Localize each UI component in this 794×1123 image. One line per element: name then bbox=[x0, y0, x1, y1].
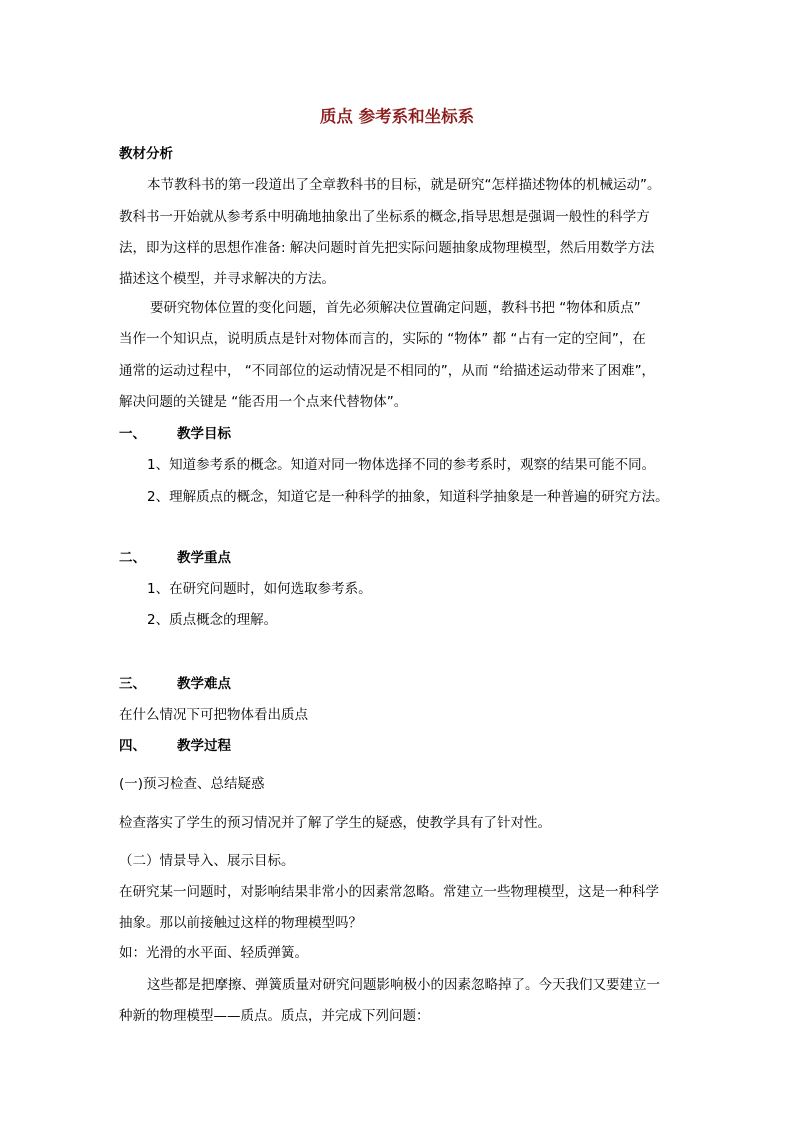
document-title: 质点 参考系和坐标系 bbox=[319, 107, 475, 126]
list-item: 2、理解质点的概念，知道它是一种科学的抽象，知道科学抽象是一种普遍的研究方法。 bbox=[147, 489, 669, 505]
subsection-heading: (一)预习检查、总结疑惑 bbox=[119, 776, 265, 792]
list-item: 1、在研究问题时，如何选取参考系。 bbox=[147, 581, 372, 597]
section-heading-process bbox=[119, 736, 231, 756]
list-item: 2、质点概念的理解。 bbox=[147, 612, 278, 628]
paragraph-line: 描述这个模型，并寻求解决的方法。 bbox=[119, 271, 335, 287]
section-heading-key-points bbox=[119, 548, 231, 568]
section-title: 教学重点 bbox=[177, 550, 231, 566]
paragraph-line: 教科书一开始就从参考系中明确地抽象出了坐标系的概念,指导思想是强调一般性的科学方 bbox=[119, 209, 650, 225]
paragraph-line: 在什么情况下可把物体看出质点 bbox=[119, 707, 308, 723]
section-number: 一、 bbox=[119, 426, 146, 442]
paragraph-line: 如：光滑的水平面、轻质弹簧。 bbox=[119, 945, 308, 961]
paragraph-line: 解决问题的关键是 “能否用一个点来代替物体”。 bbox=[119, 394, 408, 410]
section-title: 教学过程 bbox=[177, 738, 231, 754]
section-number: 四、 bbox=[119, 738, 146, 754]
section-number: 三、 bbox=[119, 676, 146, 692]
paragraph-line: 当作一个知识点，说明质点是针对物体而言的，实际的 “物体” 都 “占有一定的空间”，在 bbox=[119, 331, 646, 347]
paragraph-line: 这些都是把摩擦、弹簧质量对研究问题影响极小的因素忽略掉了。今天我们又要建立一 bbox=[147, 977, 660, 993]
section-heading-difficulties bbox=[119, 674, 231, 694]
paragraph-line: 本节教科书的第一段道出了全章教科书的目标，就是研究“怎样描述物体的机械运动”。 bbox=[147, 177, 661, 193]
subsection-heading: （二）情景导入、展示目标。 bbox=[119, 853, 295, 869]
paragraph-line: 要研究物体位置的变化问题，首先必须解决位置确定问题，教科书把 “物体和质点” bbox=[150, 300, 641, 316]
list-item: 1、知道参考系的概念。知道对同一物体选择不同的参考系时，观察的结果可能不同。 bbox=[147, 457, 656, 473]
paragraph-line: 抽象。那以前接触过这样的物理模型吗？ bbox=[119, 915, 362, 931]
section-number: 二、 bbox=[119, 550, 146, 566]
paragraph-line: 检查落实了学生的预习情况并了解了学生的疑惑，使教学具有了针对性。 bbox=[119, 815, 551, 831]
paragraph-line: 在研究某一问题时，对影响结果非常小的因素常忽略。常建立一些物理模型，这是一种科学 bbox=[119, 884, 659, 900]
section-heading-goals bbox=[119, 424, 231, 444]
paragraph-line: 种新的物理模型——质点。质点，并完成下列问题： bbox=[119, 1008, 430, 1024]
section-title: 教学难点 bbox=[177, 676, 231, 692]
section-title: 教学目标 bbox=[177, 426, 231, 442]
analysis-heading: 教材分析 bbox=[119, 146, 173, 162]
paragraph-line: 通常的运动过程中， “不同部位的运动情况是不相同的”，从而 “给描述运动带来了困难”， bbox=[119, 363, 656, 379]
paragraph-line: 法，即为这样的思想作准备: 解决问题时首先把实际问题抽象成物理模型，然后用数学方法 bbox=[119, 240, 655, 256]
